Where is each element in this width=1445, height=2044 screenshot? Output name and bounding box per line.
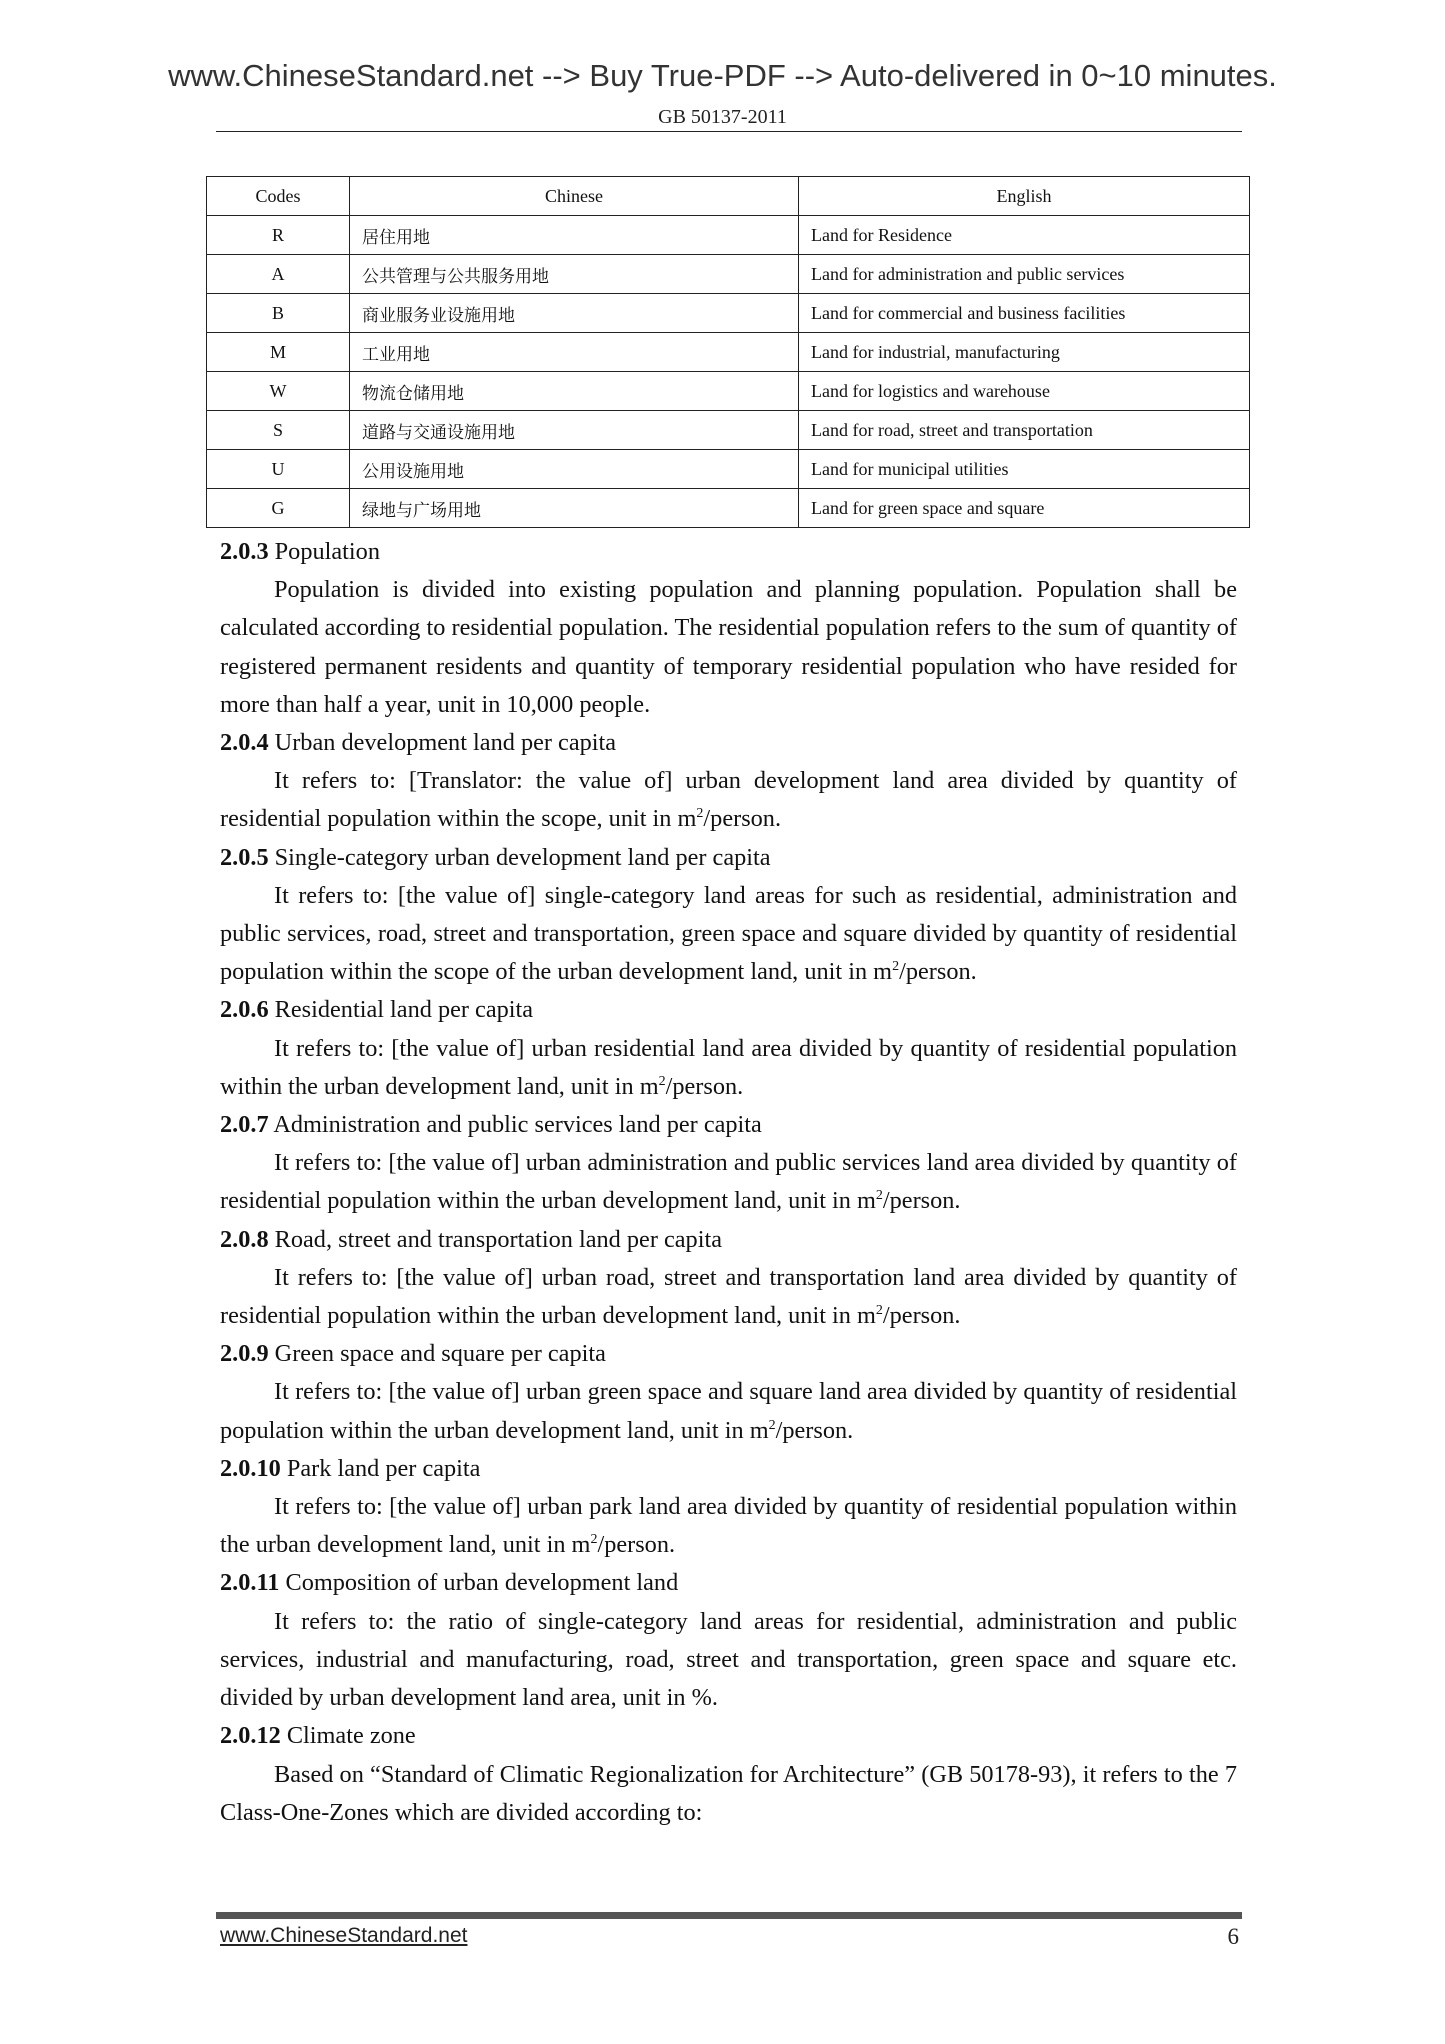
section-2-0-4 [220, 724, 1237, 839]
cell-code: R [207, 216, 350, 255]
superscript: 2 [658, 1073, 666, 1089]
cell-english: Land for green space and square [799, 489, 1250, 528]
section-number: 2.0.5 [220, 843, 269, 871]
column-header-chinese: Chinese [350, 177, 799, 216]
section-title: Urban development land per capita [274, 729, 617, 757]
cell-chinese: 工业用地 [350, 333, 799, 372]
table-header-row [207, 177, 1250, 216]
section-number: 2.0.3 [220, 538, 269, 565]
section-2-0-7 [220, 1106, 1237, 1221]
section-title: Green space and square per capita [274, 1340, 606, 1368]
section-number: 2.0.8 [220, 1225, 269, 1253]
superscript: 2 [892, 959, 900, 975]
header-rule [216, 131, 1242, 132]
superscript: 2 [590, 1532, 598, 1548]
section-2-0-12 [220, 1717, 1237, 1832]
table-row [207, 450, 1250, 489]
cell-english: Land for road, street and transportation [799, 411, 1250, 450]
section-body-tail: /person. [882, 1302, 961, 1330]
cell-english: Land for municipal utilities [799, 450, 1250, 489]
section-body: It refers to: [the value of] urban park land area divided by quantity of residential population within the urban development land, unit in m [220, 1493, 1237, 1559]
section-title: Administration and public services land per capita [273, 1111, 762, 1139]
section-2-0-8 [220, 1221, 1237, 1336]
section-body: It refers to: [the value of] single-category land areas for such as residential, administration and public services, road, street and transportation, green space and square divided by quantity of residential population within the scope of the urban development land, unit in m [220, 881, 1237, 986]
cell-english: Land for administration and public services [799, 255, 1250, 294]
section-2-0-10 [220, 1450, 1237, 1565]
section-2-0-3 [220, 533, 1237, 724]
header-banner: www.ChineseStandard.net --> Buy True-PDF --> Auto-delivered in 0~10 minutes. [168, 58, 1277, 93]
section-body: It refers to: [the value of] urban administration and public services land area divided by quantity of residential population within the urban development land, unit in m [220, 1149, 1237, 1215]
section-title: Climate zone [286, 1722, 416, 1750]
table-row [207, 489, 1250, 528]
cell-code: G [207, 489, 350, 528]
section-2-0-5 [220, 839, 1237, 992]
superscript: 2 [768, 1417, 776, 1433]
section-body: It refers to: the ratio of single-category land areas for residential, administration and public services, industrial and manufacturing, road, street and transportation, green space and square etc. divided by urban development land area, unit in %. [220, 1607, 1237, 1712]
document-id: GB 50137-2011 [658, 106, 787, 128]
section-title: Road, street and transportation land per capita [274, 1225, 722, 1253]
cell-code: B [207, 294, 350, 333]
cell-english: Land for industrial, manufacturing [799, 333, 1250, 372]
cell-code: M [207, 333, 350, 372]
cell-english: Land for logistics and warehouse [799, 372, 1250, 411]
table-row [207, 255, 1250, 294]
table-row [207, 333, 1250, 372]
superscript: 2 [875, 1188, 883, 1204]
cell-chinese: 公用设施用地 [350, 450, 799, 489]
cell-chinese: 道路与交通设施用地 [350, 411, 799, 450]
cell-chinese: 公共管理与公共服务用地 [350, 255, 799, 294]
section-body-tail: /person. [882, 1187, 961, 1215]
section-number: 2.0.10 [220, 1454, 281, 1482]
section-body: It refers to: [Translator: the value of] urban development land area divided by quantity of residential population within the scope, unit in m [220, 767, 1237, 833]
section-number: 2.0.9 [220, 1340, 269, 1368]
column-header-english: English [799, 177, 1250, 216]
cell-code: W [207, 372, 350, 411]
section-body-tail: /person. [597, 1531, 676, 1559]
superscript: 2 [875, 1303, 883, 1319]
section-body: It refers to: [the value of] urban green space and square land area divided by quantity of residential population within the urban development land, unit in m [220, 1378, 1237, 1444]
section-body: It refers to: [the value of] urban road, street and transportation land area divided by quantity of residential population within the urban development land, unit in m [220, 1263, 1237, 1330]
superscript: 2 [696, 806, 704, 822]
section-title: Park land per capita [286, 1454, 481, 1482]
cell-code: A [207, 255, 350, 294]
cell-chinese: 绿地与广场用地 [350, 489, 799, 528]
column-header-codes: Codes [207, 177, 350, 216]
cell-chinese: 居住用地 [350, 216, 799, 255]
table-row [207, 216, 1250, 255]
section-number: 2.0.4 [220, 729, 269, 757]
section-2-0-11 [220, 1564, 1237, 1717]
page-number: 6 [1227, 1924, 1239, 1949]
cell-english: Land for commercial and business facilities [799, 294, 1250, 333]
section-body-tail: /person. [899, 958, 977, 986]
section-number: 2.0.7 [220, 1111, 269, 1139]
section-title: Single-category urban development land per capita [274, 843, 771, 871]
section-body-tail: /person. [665, 1072, 744, 1100]
section-number: 2.0.6 [220, 996, 269, 1024]
table-row [207, 372, 1250, 411]
section-body: It refers to: [the value of] urban residential land area divided by quantity of residential population within the urban development land, unit in m [220, 1034, 1237, 1100]
land-use-codes-table [206, 176, 1250, 528]
cell-chinese: 商业服务业设施用地 [350, 294, 799, 333]
section-title: Population [274, 538, 380, 565]
section-number: 2.0.12 [220, 1722, 281, 1750]
document-body [220, 533, 1237, 1832]
section-number: 2.0.11 [220, 1569, 280, 1597]
cell-english: Land for Residence [799, 216, 1250, 255]
section-title: Residential land per capita [274, 996, 534, 1024]
table-row [207, 294, 1250, 333]
cell-chinese: 物流仓储用地 [350, 372, 799, 411]
section-body-tail: /person. [703, 805, 782, 833]
section-2-0-6 [220, 991, 1237, 1106]
cell-code: U [207, 450, 350, 489]
section-body-tail: /person. [775, 1416, 854, 1444]
section-2-0-9 [220, 1335, 1237, 1450]
section-title: Composition of urban development land [285, 1569, 679, 1597]
section-body: Population is divided into existing population and planning population. Population shall be calculated according to residential population. The residential population refers to the sum of quantity of registered permanent residents and quantity of temporary residential population who have resided for more than half a year, unit in 10,000 people. [220, 576, 1237, 718]
section-body: Based on “Standard of Climatic Regionalization for Architecture” (GB 50178-93), it refers to the 7 Class-One-Zones which are divided according to: [220, 1760, 1237, 1826]
table-row [207, 411, 1250, 450]
cell-code: S [207, 411, 350, 450]
footer-rule [216, 1912, 1242, 1919]
footer-link[interactable]: www.ChineseStandard.net [220, 1924, 468, 1947]
